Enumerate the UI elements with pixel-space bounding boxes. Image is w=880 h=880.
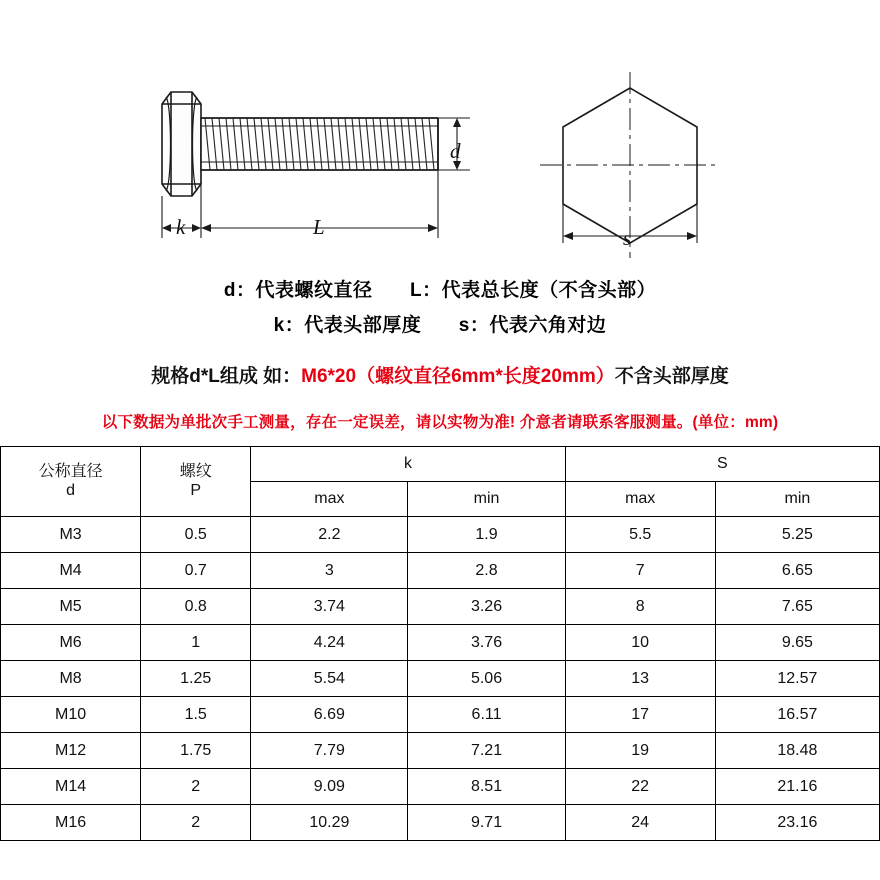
cell-s-max: 5.5	[565, 517, 715, 553]
legend-row-1	[0, 281, 880, 300]
cell-k-max: 6.69	[251, 697, 408, 733]
cell-d: M14	[1, 769, 141, 805]
table-row	[1, 733, 880, 769]
cell-k-min: 5.06	[408, 661, 565, 697]
cell-s-min: 23.16	[715, 805, 879, 841]
bolt-drawing-svg	[0, 0, 880, 265]
cell-d: M8	[1, 661, 141, 697]
cell-s-min: 9.65	[715, 625, 879, 661]
table-row	[1, 697, 880, 733]
header-pitch-line1: 螺纹	[179, 463, 212, 481]
label-d: d	[450, 139, 461, 163]
cell-d: M3	[1, 517, 141, 553]
cell-d: M5	[1, 589, 141, 625]
legend-row-2	[0, 316, 880, 335]
cell-k-max: 4.24	[251, 625, 408, 661]
label-s: s	[623, 226, 632, 250]
cell-d: M16	[1, 805, 141, 841]
header-group-s: S	[565, 447, 879, 482]
spec-format-line	[0, 361, 880, 388]
cell-k-max: 5.54	[251, 661, 408, 697]
cell-p: 1.75	[141, 733, 251, 769]
header-group-k: k	[251, 447, 565, 482]
cell-p: 0.7	[141, 553, 251, 589]
spec-suffix: 不含头部厚度	[614, 366, 729, 387]
cell-s-max: 24	[565, 805, 715, 841]
cell-p: 1	[141, 625, 251, 661]
cell-s-max: 13	[565, 661, 715, 697]
bolt-head-side	[162, 92, 201, 196]
cell-k-max: 3.74	[251, 589, 408, 625]
legend-d: d：代表螺纹直径	[223, 280, 373, 301]
table-row	[1, 769, 880, 805]
header-s-max: max	[565, 482, 715, 517]
legend-s: s：代表六角对边	[458, 315, 607, 336]
cell-p: 2	[141, 769, 251, 805]
spec-example: M6*20（螺纹直径6mm*长度20mm）	[301, 366, 615, 387]
cell-d: M6	[1, 625, 141, 661]
cell-p: 1.5	[141, 697, 251, 733]
cell-d: M12	[1, 733, 141, 769]
cell-p: 0.8	[141, 589, 251, 625]
table-row	[1, 805, 880, 841]
table-header-row-1	[1, 447, 880, 482]
cell-k-min: 8.51	[408, 769, 565, 805]
table-row	[1, 517, 880, 553]
cell-s-min: 7.65	[715, 589, 879, 625]
cell-d: M4	[1, 553, 141, 589]
table-row	[1, 661, 880, 697]
legend-L: L：代表总长度（不含头部）	[410, 280, 657, 301]
cell-k-max: 10.29	[251, 805, 408, 841]
cell-s-max: 10	[565, 625, 715, 661]
cell-k-min: 1.9	[408, 517, 565, 553]
cell-k-min: 9.71	[408, 805, 565, 841]
spec-table-wrap	[0, 446, 880, 841]
cell-k-min: 3.26	[408, 589, 565, 625]
cell-p: 2	[141, 805, 251, 841]
cell-s-min: 6.65	[715, 553, 879, 589]
header-pitch	[141, 447, 251, 517]
header-nominal-diameter-line2: d	[66, 481, 76, 499]
cell-k-min: 7.21	[408, 733, 565, 769]
cell-k-max: 3	[251, 553, 408, 589]
header-nominal-diameter-line1: 公称直径	[38, 463, 103, 481]
cell-k-max: 2.2	[251, 517, 408, 553]
bolt-thread-body	[201, 118, 438, 170]
cell-k-min: 3.76	[408, 625, 565, 661]
cell-s-min: 18.48	[715, 733, 879, 769]
label-L: L	[313, 215, 325, 239]
cell-s-max: 19	[565, 733, 715, 769]
cell-s-min: 5.25	[715, 517, 879, 553]
cell-k-min: 6.11	[408, 697, 565, 733]
spec-prefix: 规格d*L组成 如：	[151, 366, 302, 387]
cell-s-min: 12.57	[715, 661, 879, 697]
table-row	[1, 625, 880, 661]
cell-k-max: 9.09	[251, 769, 408, 805]
measurement-notice: 以下数据为单批次手工测量，存在一定误差，请以实物为准! 介意者请联系客服测量。(单位：mm)	[101, 414, 779, 431]
spec-table	[0, 446, 880, 841]
header-s-min: min	[715, 482, 879, 517]
bolt-dimension-drawing	[0, 0, 880, 265]
legend-k: k：代表头部厚度	[273, 315, 422, 336]
cell-s-max: 8	[565, 589, 715, 625]
header-k-max: max	[251, 482, 408, 517]
cell-s-max: 22	[565, 769, 715, 805]
cell-s-max: 7	[565, 553, 715, 589]
cell-s-min: 21.16	[715, 769, 879, 805]
cell-p: 0.5	[141, 517, 251, 553]
cell-k-max: 7.79	[251, 733, 408, 769]
cell-d: M10	[1, 697, 141, 733]
table-row	[1, 553, 880, 589]
legend-block	[0, 281, 880, 335]
cell-s-min: 16.57	[715, 697, 879, 733]
cell-s-max: 17	[565, 697, 715, 733]
label-k: k	[176, 215, 186, 239]
header-k-min: min	[408, 482, 565, 517]
header-pitch-line2: P	[190, 481, 202, 499]
table-row	[1, 589, 880, 625]
header-nominal-diameter	[1, 447, 141, 517]
cell-k-min: 2.8	[408, 553, 565, 589]
cell-p: 1.25	[141, 661, 251, 697]
